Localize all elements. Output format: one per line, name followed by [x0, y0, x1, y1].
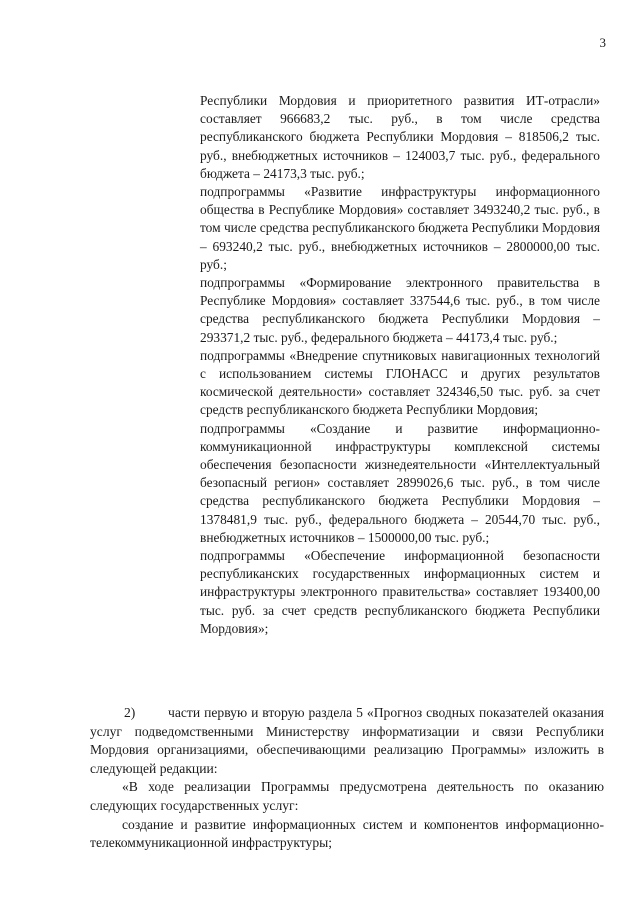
quote-paragraph: создание и развитие информационных систем и компонентов информационно-телекоммуникационной инфраструктуры; [90, 816, 604, 851]
subprogram-paragraph: подпрограммы «Формирование электронного правительства в Республике Мордовия» составляет 337544,6 тыс. руб., в том числе средства республиканского бюджета Республики Мордовия – 293371,2 тыс. руб., федерального бюджета – 44173,4 тыс. руб.; [200, 275, 600, 345]
subprogram-paragraph: подпрограммы «Развитие инфраструктуры информационного общества в Республике Мордовия» составляет 3493240,2 тыс. руб., в том числе средства республиканского бюджета Республики Мордовия – 693240,2 тыс. руб., внебюджетных источников – 2800000,00 тыс. руб.; [200, 184, 600, 272]
quote-paragraph: «В ходе реализации Программы предусмотрена деятельность по оказанию следующих государственных услуг: [90, 779, 604, 813]
subprogram-paragraph: подпрограммы «Внедрение спутниковых навигационных технологий с использованием системы ГЛОНАСС и других результатов космической деятельности» составляет 324346,50 тыс. руб. за счет средств республиканского бюджета Республики Мордовия; [200, 347, 600, 418]
amendment-item-2 [90, 704, 604, 778]
subprogram-paragraph: Республики Мордовия и приоритетного развития ИТ-отрасли» составляет 966683,2 тыс. руб., в том числе средства республиканского бюджета Республики Мордовия – 818506,2 тыс. руб., внебюджетных источников – 124003,7 тыс. руб., федерального бюджета – 24173,3 тыс. руб.; [200, 93, 600, 181]
main-text-block [90, 704, 604, 853]
page-number: 3 [599, 35, 606, 50]
item-number: 2) [124, 705, 136, 720]
subprogram-paragraph: подпрограммы «Создание и развитие информационно-коммуникационной инфраструктуры комплексной системы обеспечения безопасности жизнедеятельности «Интеллектуальный безопасный регион» составляет 2899026,6 тыс. руб., в том числе средства республиканского бюджета Республики Мордовия – 1378481,9 тыс. руб., федерального бюджета – 20544,70 тыс. руб., внебюджетных источников – 1500000,00 тыс. руб.; [200, 420, 600, 545]
item-text: части первую и вторую раздела 5 «Прогноз сводных показателей оказания услуг подведомственными Министерству информатизации и связи Республики Мордовия организациями, обеспечивающими реализацию Программы» изложить в следующей редакции: [90, 705, 604, 776]
subprogram-funding-block [200, 92, 600, 638]
subprogram-paragraph: подпрограммы «Обеспечение информационной безопасности республиканских государственных информационных систем и инфраструктуры электронного правительства» составляет 193400,00 тыс. руб. за счет средств республиканского бюджета Республики Мордовия»; [200, 548, 600, 636]
